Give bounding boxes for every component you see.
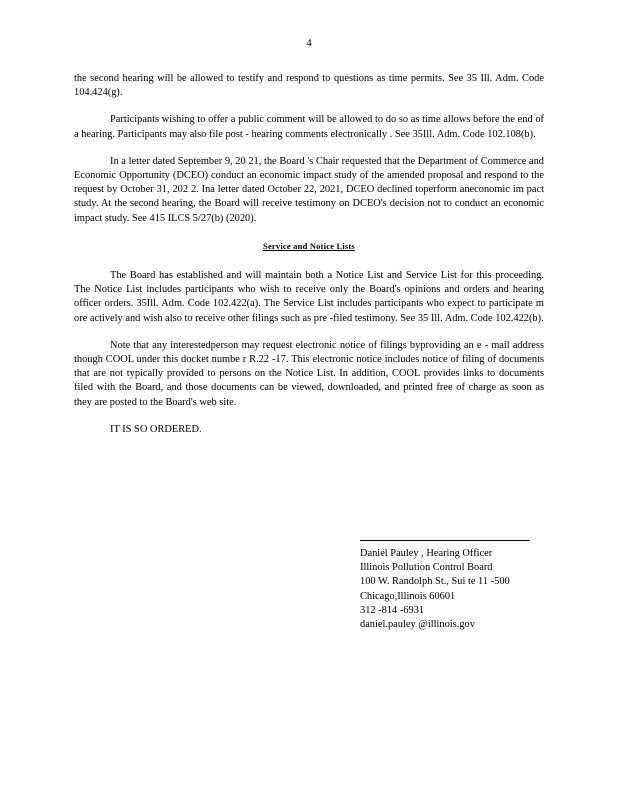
page-number: 4 bbox=[306, 37, 312, 49]
signer-name: Daniel Pauley , Hearing Officer bbox=[360, 548, 493, 559]
paragraph-testify: the second hearing will be allowed to testify and respond to questions as time permits. See 35 Ill. Adm. Code 104.424(g). bbox=[74, 73, 544, 99]
signer-organization: Illinois Pollution Control Board bbox=[360, 562, 493, 574]
signer-address: 100 W. Randolph St., Sui te 11 -500 bbox=[360, 576, 510, 588]
signature-line bbox=[360, 540, 530, 546]
signature-block bbox=[360, 540, 560, 632]
paragraph-service-lists: The Board has established and will maintain both a Notice List and Service List for this proceeding. The Notice List includes participants who wish to receive only the Board's opinions and orders and hearing officer orders. 35Ill. Adm. Code 102.422(a). The Service List includes participants who expect to participate m ore actively and wish also to receive other filings such as pre -filed testimony. See 35 Ill. Adm. Code 102.422(b). bbox=[74, 270, 544, 324]
signer-phone: 312 -814 -6931 bbox=[360, 604, 425, 616]
section-heading: Service and Notice Lists bbox=[263, 240, 355, 251]
signer-city: Chicago,Illinois 60601 bbox=[360, 590, 456, 602]
closing-order: IT IS SO ORDERED. bbox=[110, 423, 202, 435]
paragraph-public-comment: Participants wishing to offer a public comment will be allowed to do so as time allows before the end of a hearing. Participants may also file post - hearing comments electronically . See 35Ill. Adm. Code 102.108(b). bbox=[74, 114, 544, 140]
signer-email: daniel.pauley @illinois.gov bbox=[360, 619, 475, 631]
document-body bbox=[74, 72, 544, 437]
paragraph-electronic-notice: Note that any interestedperson may request electronic notice of filings byproviding an e - mail address though COOL under this docket numbe r R.22 -17. This electronic notice includes notice of filing of documents that are not typically provided to persons on the Notice List. In addition, COOL provides links to documents filed with the Board, and those documents can be viewed, downloaded, and printed free of charge as soon as they are posted to the Board's web site. bbox=[74, 339, 544, 408]
paragraph-economic-study: In a letter dated September 9, 20 21, the Board 's Chair requested that the Department of Commerce and Economic Opportunity (DCEO) conduct an economic impact study of the amended proposal and respond to the request by October 31, 202 2. Ina letter dated October 22, 2021, DCEO declined toperform aneconomic im pact study. At the second hearing, the Board will receive testimony on DCEO's decision not to conduct an economic impact study. See 415 ILCS 5/27(b) (2020). bbox=[74, 155, 544, 224]
